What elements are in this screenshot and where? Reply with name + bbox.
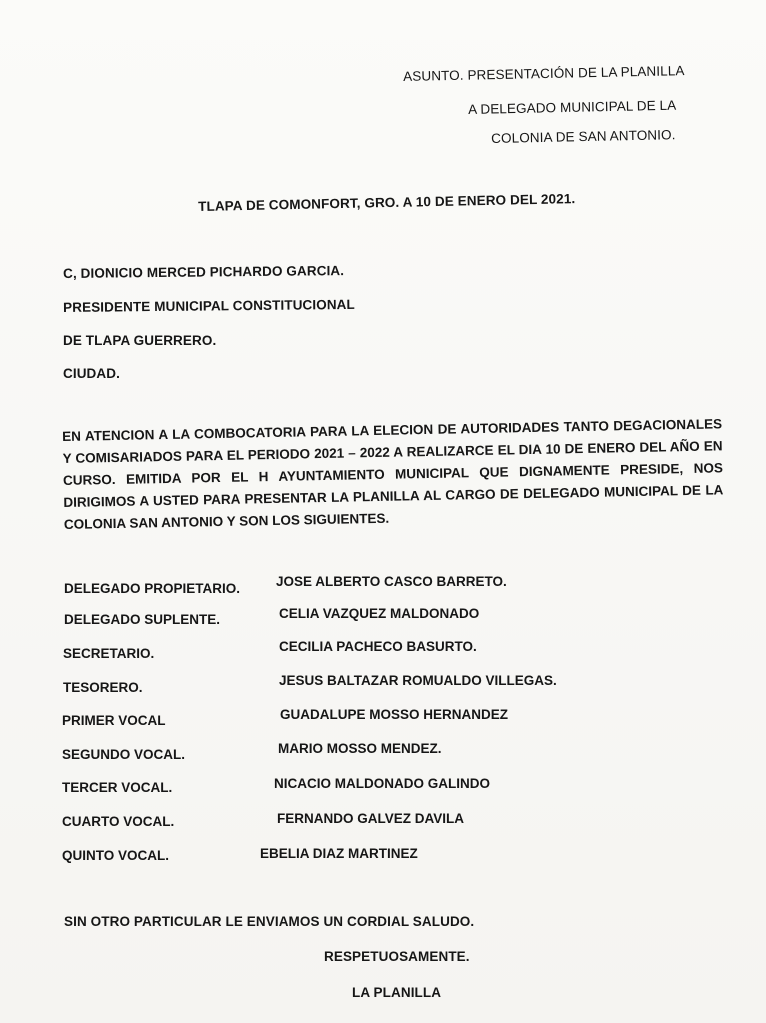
- member-role: TESORERO.: [63, 680, 143, 695]
- member-name: CECILIA PACHECO BASURTO.: [279, 639, 477, 654]
- member-role: QUINTO VOCAL.: [62, 848, 170, 863]
- member-role: DELEGADO PROPIETARIO.: [64, 581, 241, 596]
- member-role: TERCER VOCAL.: [62, 780, 173, 795]
- member-role: PRIMER VOCAL: [62, 713, 166, 728]
- member-name: JESUS BALTAZAR ROMUALDO VILLEGAS.: [279, 673, 557, 688]
- closing-line: SIN OTRO PARTICULAR LE ENVIAMOS UN CORDIAL SALUDO.: [64, 914, 475, 929]
- member-role: CUARTO VOCAL.: [62, 814, 175, 829]
- member-name: NICACIO MALDONADO GALINDO: [274, 776, 490, 791]
- subject-line-1: ASUNTO. PRESENTACIÓN DE LA PLANILLA: [403, 63, 685, 84]
- subject-line-3: COLONIA DE SAN ANTONIO.: [491, 127, 676, 146]
- place-date: TLAPA DE COMONFORT, GRO. A 10 DE ENERO DEL 2021.: [198, 191, 576, 214]
- member-name: GUADALUPE MOSSO HERNANDEZ: [280, 707, 509, 722]
- member-role: SEGUNDO VOCAL.: [62, 747, 186, 762]
- member-name: EBELIA DIAZ MARTINEZ: [260, 846, 418, 861]
- body-paragraph: EN ATENCION A LA COMBOCATORIA PARA LA ELECION DE AUTORIDADES TANTO DEGACIONALES Y COMISARIADOS PARA EL PERIODO 2021 – 2022 A REALIZARCE EL DIA 10 DE ENERO DEL AÑO EN CURSO. EMITIDA POR EL H AYUNTAMIENTO MUNICIPAL QUE DIGNAMENTE PRESIDE, NOS DIRIGIMOS A USTED PARA PRESENTAR LA PLANILLA AL CARGO DE DELEGADO MUNICIPAL DE LA COLONIA SAN ANTONIO Y SON LOS SIGUIENTES.: [62, 416, 724, 532]
- member-name: FERNANDO GALVEZ DAVILA: [277, 811, 464, 826]
- recipient-place: DE TLAPA GUERRERO.: [63, 333, 217, 348]
- member-role: DELEGADO SUPLENTE.: [64, 612, 221, 627]
- recipient-title: PRESIDENTE MUNICIPAL CONSTITUCIONAL: [63, 296, 355, 315]
- member-name: JOSE ALBERTO CASCO BARRETO.: [276, 574, 507, 589]
- member-name: CELIA VAZQUEZ MALDONADO: [279, 606, 480, 621]
- recipient-city: CIUDAD.: [63, 366, 120, 381]
- member-role: SECRETARIO.: [63, 646, 155, 661]
- valediction: RESPETUOSAMENTE.: [324, 949, 470, 964]
- member-name: MARIO MOSSO MENDEZ.: [278, 741, 442, 756]
- recipient-name: C, DIONICIO MERCED PICHARDO GARCIA.: [63, 263, 345, 281]
- subject-line-2: A DELEGADO MUNICIPAL DE LA: [468, 97, 677, 117]
- signature: LA PLANILLA: [352, 985, 442, 1000]
